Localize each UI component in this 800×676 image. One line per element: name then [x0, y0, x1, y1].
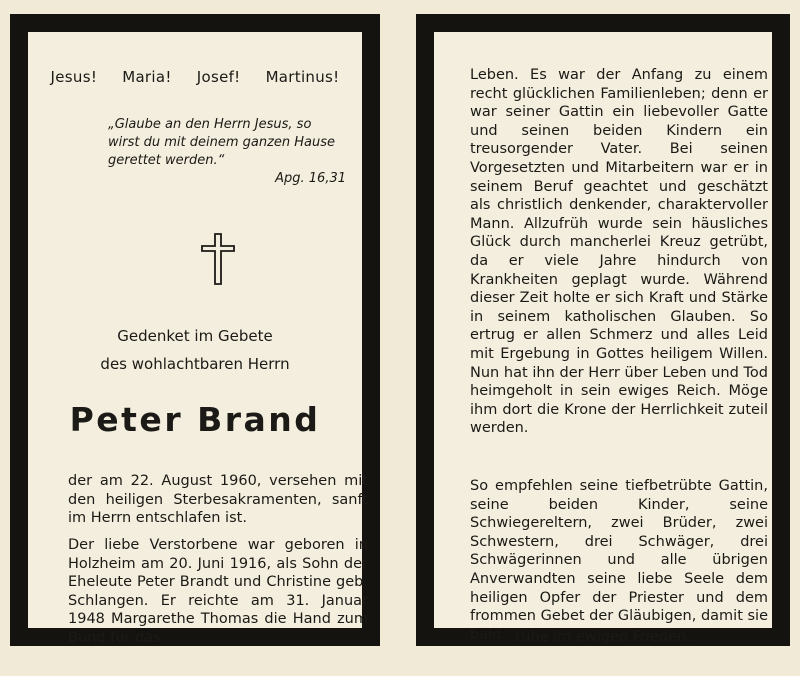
invocation-maria: Maria! [122, 68, 172, 86]
memorial-line-2: des wohlachtbaren Herrn [100, 355, 290, 373]
memorial-text [28, 322, 362, 378]
invocation-line [28, 68, 362, 86]
closing-line: ruhe im ewigen Frieden. [515, 629, 691, 645]
life-paragraph: Leben. Es war der Anfang zu einem recht glücklichen Familienleben; denn er war seiner Gattin ein liebevoller Gatte und seinen beiden Kindern ein treusorgender Vater. Bei seinen Vorgesetzten und Mitarbeitern war er in seinem Beruf geachtet und geschätzt als christlich denkender, charaktervoller Mann. Allzufrüh wurde sein häusliches Glück durch mancherlei Kreuz getrübt, da er viele Jahre hindurch von Krankheiten geplagt wurde. Während dieser Zeit holte er sich Kraft und Stärke in seinem katholischen Glauben. So ertrug er allen Schmerz und alles Leid mit Ergebung in Gottes heiligem Willen. Nun hat ihn der Herr über Leben und Tod heimgeholt in sein ewiges Reich. Möge ihm dort die Krone der Herrlichkeit zuteil werden. [470, 67, 768, 437]
death-paragraph: der am 22. August 1960, versehen mit den heiligen Sterbesakramenten, sanft im Herrn entschlafen ist. [68, 473, 368, 526]
memorial-line-1: Gedenket im Gebete [117, 327, 273, 345]
biography-paragraph: Der liebe Verstorbene war geboren in Holzheim am 20. Juni 1916, als Sohn der Eheleute Peter Brandt und Christine geb. Schlangen. Er reichte am 31. Januar 1948 Margarethe Thomas die Hand zum Bund für das [68, 537, 368, 646]
invocation-jesus: Jesus! [50, 68, 98, 86]
cross-icon [200, 232, 236, 290]
left-card-panel [10, 14, 380, 646]
invocation-josef: Josef! [196, 68, 241, 86]
quote-reference: Apg. 16,31 [275, 171, 346, 186]
bible-quote [108, 116, 346, 188]
invocation-martinus: Martinus! [265, 68, 340, 86]
right-card-panel [416, 14, 790, 646]
commendation-paragraph: So empfehlen seine tiefbetrübte Gattin, seine beiden Kinder, seine Schwiegereltern, zwei Brüder, zwei Schwestern, drei Schwäger, drei Schwägerinnen und alle übrigen Anverwandten seine liebe Seele dem heiligen Opfer der Priester und dem frommen Gebet der Gläubigen, damit sie bald [470, 478, 769, 643]
deceased-name: Peter Brand [69, 400, 321, 439]
quote-text: „Glaube an den Herrn Jesus, so wirst du mit deinem ganzen Hause gerettet werden.“ [108, 117, 336, 168]
